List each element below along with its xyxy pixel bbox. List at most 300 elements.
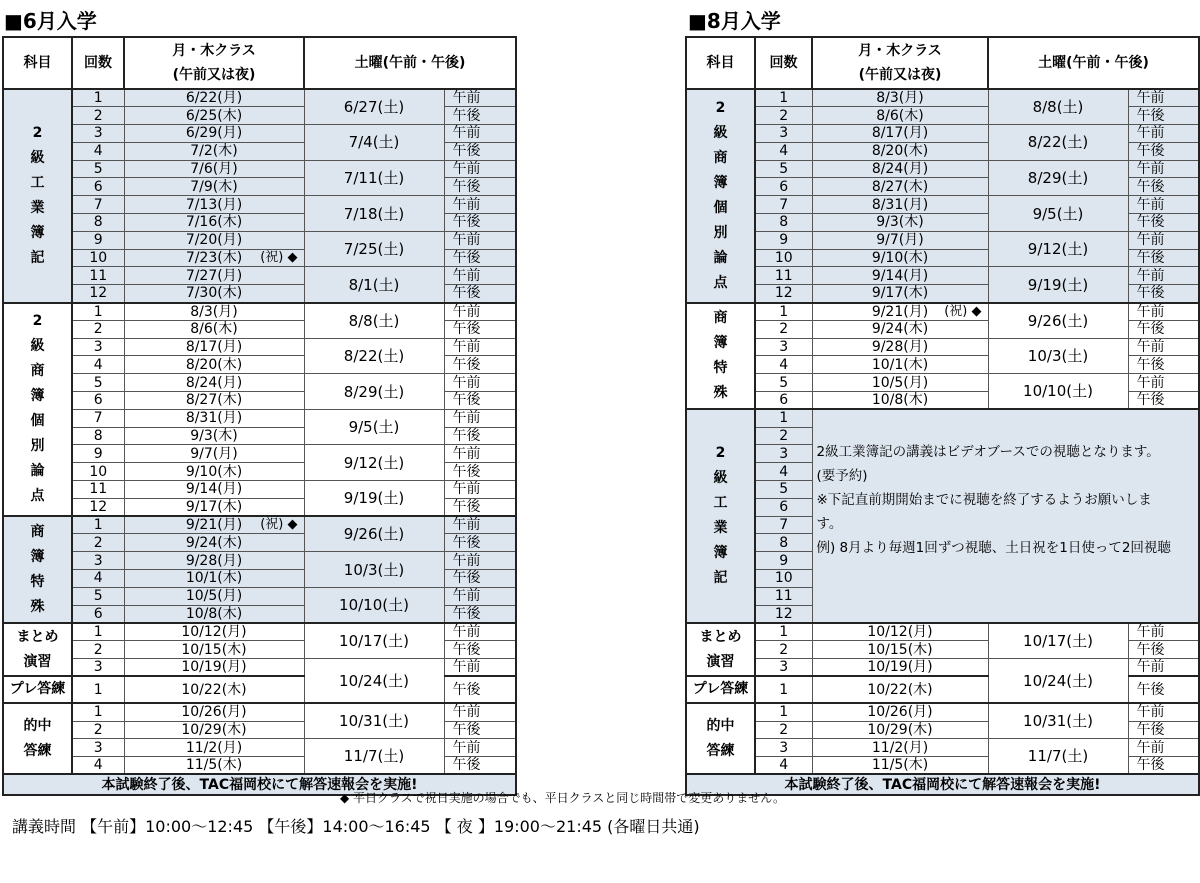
time-slot-cell: 午前 — [444, 160, 516, 178]
table-row — [3, 267, 516, 285]
table-row — [3, 374, 516, 392]
count-cell: 1 — [72, 89, 124, 107]
time-slot-cell: 午前 — [444, 623, 516, 641]
weekday-date: 10/5(月) — [185, 588, 243, 605]
footer-announcement: 本試験終了後、TAC福岡校にて解答速報会を実施! — [686, 774, 1199, 795]
count-cell: 1 — [755, 676, 812, 703]
time-slot-cell: 午後 — [444, 356, 516, 374]
weekday-date: 7/27(月) — [185, 267, 243, 284]
subject-cell: 2 級 商 簿 個 別 論 点 — [3, 303, 72, 517]
time-slot-cell: 午前 — [444, 552, 516, 570]
time-slot-cell: 午前 — [444, 516, 516, 534]
count-cell: 4 — [755, 356, 812, 374]
time-slot-cell: 午後 — [1128, 392, 1199, 410]
table-row — [686, 374, 1199, 392]
saturday-date-cell: 6/27(土) — [304, 89, 444, 125]
note-line: 例) 8月より毎週1回ずつ視聴、土日祝を1日使って2回視聴 — [816, 540, 1171, 557]
count-cell: 11 — [755, 587, 812, 605]
table-row — [686, 703, 1199, 721]
count-cell: 11 — [72, 481, 124, 499]
saturday-date-cell: 11/7(土) — [304, 739, 444, 775]
weekday-date-cell — [124, 570, 304, 588]
header-weekday — [812, 37, 988, 89]
saturday-date-cell: 10/17(土) — [988, 623, 1128, 659]
weekday-date-cell — [124, 374, 304, 392]
video-booth-note — [812, 409, 1199, 623]
count-cell: 2 — [72, 107, 124, 125]
june-section-title: ■6月入学 — [4, 9, 97, 33]
count-cell: 4 — [72, 570, 124, 588]
table-row — [3, 552, 516, 570]
count-cell: 2 — [755, 320, 812, 338]
time-slot-cell: 午後 — [444, 249, 516, 267]
weekday-date-cell — [124, 196, 304, 214]
saturday-date-cell: 10/24(土) — [988, 659, 1128, 704]
weekday-date-cell: 10/19(月) — [124, 659, 304, 677]
count-cell: 3 — [755, 445, 812, 463]
weekday-date-cell — [812, 338, 988, 356]
count-cell: 1 — [755, 703, 812, 721]
saturday-date-cell: 7/25(土) — [304, 231, 444, 267]
weekday-date: 9/21(月) — [871, 303, 929, 320]
weekday-date-cell: 10/22(木) — [812, 676, 988, 703]
count-cell: 9 — [755, 552, 812, 570]
count-cell: 7 — [755, 516, 812, 534]
header-weekday-class: 月・木クラス — [172, 43, 256, 59]
count-cell: 2 — [72, 721, 124, 739]
count-cell: 10 — [72, 249, 124, 267]
time-slot-cell: 午後 — [1128, 721, 1199, 739]
time-slot-cell: 午後 — [1128, 676, 1199, 703]
time-slot-cell: 午前 — [1128, 160, 1199, 178]
weekday-date: 8/17(月) — [871, 125, 929, 142]
subject-cell: 2 級 工 業 簿 記 — [686, 409, 755, 623]
saturday-date-cell: 10/10(土) — [988, 374, 1128, 410]
count-cell: 4 — [72, 142, 124, 160]
count-cell: 3 — [755, 659, 812, 677]
table-row — [3, 516, 516, 534]
saturday-date-cell: 8/29(土) — [304, 374, 444, 410]
count-cell: 2 — [755, 721, 812, 739]
time-slot-cell: 午前 — [444, 196, 516, 214]
time-slot-cell: 午前 — [444, 481, 516, 499]
table-row — [3, 160, 516, 178]
count-cell: 3 — [755, 338, 812, 356]
weekday-date-cell — [124, 231, 304, 249]
count-cell: 6 — [755, 178, 812, 196]
header-saturday: 土曜(午前・午後) — [304, 37, 516, 89]
count-cell: 9 — [72, 445, 124, 463]
weekday-date-cell — [124, 125, 304, 143]
weekday-date-cell — [812, 125, 988, 143]
weekday-date: 7/20(月) — [185, 232, 243, 249]
weekday-date-cell — [124, 356, 304, 374]
count-cell: 2 — [72, 320, 124, 338]
saturday-date-cell: 9/5(土) — [304, 409, 444, 445]
table-row — [3, 659, 516, 677]
count-cell: 4 — [755, 757, 812, 775]
time-slot-cell: 午後 — [1128, 757, 1199, 775]
count-cell: 1 — [755, 303, 812, 321]
june-schedule-table — [2, 36, 517, 796]
weekday-date-cell — [124, 498, 304, 516]
header-saturday: 土曜(午前・午後) — [988, 37, 1199, 89]
weekday-date: 7/9(木) — [190, 178, 238, 195]
table-row — [3, 231, 516, 249]
count-cell: 8 — [72, 214, 124, 232]
table-row — [686, 267, 1199, 285]
time-slot-cell: 午後 — [1128, 178, 1199, 196]
weekday-date-cell — [812, 392, 988, 410]
time-slot-cell: 午前 — [1128, 125, 1199, 143]
count-cell: 5 — [755, 481, 812, 499]
note-line: ※下記直前期開始までに視聴を終了するようお願いしま — [816, 492, 1152, 509]
weekday-date-cell — [812, 374, 988, 392]
count-cell: 2 — [72, 534, 124, 552]
table-row — [3, 445, 516, 463]
weekday-date: 10/5(月) — [871, 374, 929, 391]
weekday-date: 8/24(月) — [185, 374, 243, 391]
lecture-time: 講義時間 【午前】10:00〜12:45 【午後】14:00〜16:45 【 夜 】19:00〜21:45 (各曜日共通) — [12, 817, 700, 836]
weekday-date: 8/24(月) — [871, 161, 929, 178]
weekday-date-cell — [812, 142, 988, 160]
subject-cell: 的中 答練 — [3, 703, 72, 774]
weekday-date-cell: 10/22(木) — [124, 676, 304, 703]
weekday-date: 8/27(木) — [871, 178, 929, 195]
subject-cell: 商 簿 特 殊 — [686, 303, 755, 410]
weekday-date: 9/28(月) — [185, 552, 243, 569]
weekday-date-cell: 11/2(月) — [812, 739, 988, 757]
weekday-date-cell — [124, 481, 304, 499]
weekday-date-cell — [124, 552, 304, 570]
time-slot-cell: 午前 — [1128, 374, 1199, 392]
weekday-date-cell: 11/2(月) — [124, 739, 304, 757]
table-row — [3, 125, 516, 143]
time-slot-cell: 午後 — [1128, 249, 1199, 267]
subject-cell: プレ答練 — [3, 676, 72, 703]
weekday-date-cell — [812, 267, 988, 285]
weekday-date: 9/10(木) — [185, 463, 243, 480]
time-slot-cell: 午前 — [444, 739, 516, 757]
count-cell: 3 — [72, 338, 124, 356]
time-slot-cell: 午前 — [444, 231, 516, 249]
count-cell: 1 — [72, 676, 124, 703]
weekday-date-cell — [812, 107, 988, 125]
weekday-date: 8/3(月) — [190, 303, 238, 320]
saturday-date-cell: 8/8(土) — [988, 89, 1128, 125]
weekday-date-cell: 10/15(木) — [124, 641, 304, 659]
time-slot-cell: 午前 — [444, 659, 516, 677]
time-slot-cell: 午前 — [1128, 196, 1199, 214]
table-row — [3, 196, 516, 214]
weekday-date: 10/1(木) — [185, 570, 243, 587]
header-weekday-class: 月・木クラス — [858, 43, 942, 59]
time-slot-cell: 午前 — [444, 267, 516, 285]
weekday-date-cell — [124, 320, 304, 338]
weekday-date-cell — [812, 303, 988, 321]
note-line: す。 — [816, 516, 843, 533]
weekday-date: 9/17(木) — [185, 498, 243, 515]
weekday-date-cell: 11/5(木) — [124, 757, 304, 775]
weekday-date-cell — [812, 285, 988, 303]
time-slot-cell: 午前 — [1128, 89, 1199, 107]
weekday-date-cell: 10/12(月) — [124, 623, 304, 641]
august-section-title: ■8月入学 — [688, 9, 781, 33]
weekday-date-cell — [124, 178, 304, 196]
table-row — [686, 160, 1199, 178]
count-cell: 7 — [755, 196, 812, 214]
time-slot-cell: 午前 — [444, 587, 516, 605]
weekday-date: 10/8(木) — [871, 392, 929, 409]
count-cell: 5 — [72, 374, 124, 392]
time-slot-cell: 午前 — [1128, 623, 1199, 641]
time-slot-cell: 午後 — [1128, 214, 1199, 232]
time-slot-cell: 午後 — [1128, 142, 1199, 160]
table-row — [686, 125, 1199, 143]
weekday-date-cell — [812, 160, 988, 178]
table-row — [686, 303, 1199, 321]
time-slot-cell: 午後 — [1128, 320, 1199, 338]
weekday-date: 9/14(月) — [185, 481, 243, 498]
time-slot-cell: 午後 — [444, 142, 516, 160]
weekday-date-cell — [812, 196, 988, 214]
count-cell: 8 — [755, 534, 812, 552]
count-cell: 3 — [72, 125, 124, 143]
weekday-date-cell — [124, 267, 304, 285]
count-cell: 6 — [72, 392, 124, 410]
count-cell: 7 — [72, 196, 124, 214]
saturday-date-cell: 8/8(土) — [304, 303, 444, 339]
table-row — [686, 338, 1199, 356]
count-cell: 5 — [72, 587, 124, 605]
table-row — [3, 303, 516, 321]
count-cell: 12 — [72, 498, 124, 516]
saturday-date-cell: 9/19(土) — [988, 267, 1128, 303]
count-cell: 2 — [755, 427, 812, 445]
weekday-date-cell: 10/15(木) — [812, 641, 988, 659]
table-row — [686, 409, 1199, 427]
saturday-date-cell: 10/3(土) — [988, 338, 1128, 374]
header-subject: 科目 — [686, 37, 755, 89]
weekday-date: 8/20(木) — [185, 356, 243, 373]
count-cell: 7 — [72, 409, 124, 427]
time-slot-cell: 午前 — [1128, 703, 1199, 721]
count-cell: 9 — [755, 231, 812, 249]
weekday-date-cell — [124, 409, 304, 427]
count-cell: 1 — [755, 89, 812, 107]
subject-cell: まとめ 演習 — [686, 623, 755, 676]
time-slot-cell: 午前 — [444, 703, 516, 721]
table-row — [3, 481, 516, 499]
weekday-date-cell — [124, 303, 304, 321]
time-slot-cell: 午前 — [1128, 267, 1199, 285]
weekday-date-cell — [124, 534, 304, 552]
time-slot-cell: 午前 — [444, 409, 516, 427]
weekday-date: 7/16(木) — [185, 214, 243, 231]
weekday-date: 10/1(木) — [871, 356, 929, 373]
count-cell: 4 — [72, 356, 124, 374]
count-cell: 12 — [755, 285, 812, 303]
weekday-date: 9/7(月) — [190, 445, 238, 462]
count-cell: 5 — [755, 160, 812, 178]
time-slot-cell: 午前 — [444, 303, 516, 321]
weekday-date: 8/20(木) — [871, 143, 929, 160]
time-slot-cell: 午後 — [444, 392, 516, 410]
count-cell: 5 — [72, 160, 124, 178]
table-row — [3, 623, 516, 641]
weekday-date-cell — [812, 89, 988, 107]
time-slot-cell: 午後 — [1128, 285, 1199, 303]
table-row — [3, 409, 516, 427]
header-count: 回数 — [755, 37, 812, 89]
saturday-date-cell: 9/12(土) — [988, 231, 1128, 267]
time-slot-cell: 午後 — [444, 641, 516, 659]
note-line: (要予約) — [816, 468, 868, 485]
time-slot-cell: 午前 — [444, 374, 516, 392]
weekday-date: 7/13(月) — [185, 196, 243, 213]
time-slot-cell: 午後 — [444, 676, 516, 703]
holiday-mark: (祝) ◆ — [944, 303, 982, 319]
time-slot-cell: 午後 — [1128, 641, 1199, 659]
time-slot-cell: 午前 — [1128, 231, 1199, 249]
weekday-date: 6/25(木) — [185, 107, 243, 124]
subject-cell: 2 級 工 業 簿 記 — [3, 89, 72, 303]
count-cell: 1 — [755, 409, 812, 427]
count-cell: 4 — [72, 757, 124, 775]
count-cell: 2 — [755, 641, 812, 659]
table-row — [3, 739, 516, 757]
count-cell: 2 — [755, 107, 812, 125]
weekday-date-cell — [812, 249, 988, 267]
weekday-date: 9/24(木) — [871, 321, 929, 338]
saturday-date-cell: 10/17(土) — [304, 623, 444, 659]
weekday-date: 9/10(木) — [871, 250, 929, 267]
header-weekday — [124, 37, 304, 89]
weekday-date-cell: 10/19(月) — [812, 659, 988, 677]
footer-announcement: 本試験終了後、TAC福岡校にて解答速報会を実施! — [3, 774, 516, 795]
time-slot-cell: 午後 — [444, 498, 516, 516]
weekday-date-cell — [124, 142, 304, 160]
weekday-date-cell: 10/29(木) — [124, 721, 304, 739]
holiday-mark: (祝) ◆ — [260, 249, 298, 265]
time-slot-cell: 午後 — [444, 463, 516, 481]
weekday-date: 7/6(月) — [190, 161, 238, 178]
weekday-date: 6/22(月) — [185, 90, 243, 107]
weekday-date-cell — [124, 214, 304, 232]
table-row — [686, 659, 1199, 677]
weekday-date-cell — [812, 178, 988, 196]
time-slot-cell: 午前 — [1128, 739, 1199, 757]
time-slot-cell: 午後 — [1128, 107, 1199, 125]
saturday-date-cell: 9/26(土) — [304, 516, 444, 552]
count-cell: 12 — [72, 285, 124, 303]
weekday-date-cell — [124, 160, 304, 178]
time-slot-cell: 午後 — [444, 214, 516, 232]
holiday-mark: (祝) ◆ — [260, 517, 298, 533]
weekday-date-cell: 11/5(木) — [812, 757, 988, 775]
saturday-date-cell: 10/24(土) — [304, 659, 444, 704]
saturday-date-cell: 10/3(土) — [304, 552, 444, 588]
saturday-date-cell: 8/22(土) — [988, 125, 1128, 161]
weekday-date-cell — [124, 445, 304, 463]
weekday-date: 9/7(月) — [876, 232, 924, 249]
header-subject: 科目 — [3, 37, 72, 89]
weekday-date: 8/6(木) — [876, 107, 924, 124]
weekday-date-cell — [124, 463, 304, 481]
count-cell: 8 — [755, 214, 812, 232]
weekday-date-cell — [812, 356, 988, 374]
count-cell: 3 — [755, 125, 812, 143]
weekday-date-cell — [124, 516, 304, 534]
time-slot-cell: 午前 — [1128, 338, 1199, 356]
table-row — [3, 338, 516, 356]
saturday-date-cell: 10/31(土) — [988, 703, 1128, 739]
weekday-date: 9/21(月) — [185, 517, 243, 534]
weekday-date: 9/28(月) — [871, 339, 929, 356]
count-cell: 4 — [755, 142, 812, 160]
weekday-date-cell — [124, 89, 304, 107]
weekday-date-cell: 10/12(月) — [812, 623, 988, 641]
time-slot-cell: 午後 — [444, 534, 516, 552]
saturday-date-cell: 10/31(土) — [304, 703, 444, 739]
august-schedule-table — [685, 36, 1200, 796]
count-cell: 1 — [72, 516, 124, 534]
table-row — [686, 623, 1199, 641]
header-weekday-time: (午前又は夜) — [858, 67, 942, 83]
time-slot-cell: 午前 — [1128, 659, 1199, 677]
subject-cell: プレ答練 — [686, 676, 755, 703]
time-slot-cell: 午後 — [444, 320, 516, 338]
time-slot-cell: 午前 — [444, 445, 516, 463]
saturday-date-cell: 9/19(土) — [304, 481, 444, 517]
weekday-date: 8/6(木) — [190, 321, 238, 338]
count-cell: 11 — [72, 267, 124, 285]
time-slot-cell: 午後 — [444, 605, 516, 623]
weekday-date-cell — [124, 107, 304, 125]
weekday-date-cell — [124, 605, 304, 623]
table-row — [3, 703, 516, 721]
weekday-date: 7/2(木) — [190, 143, 238, 160]
weekday-date-cell: 10/29(木) — [812, 721, 988, 739]
subject-cell: 商 簿 特 殊 — [3, 516, 72, 623]
count-cell: 10 — [755, 570, 812, 588]
count-cell: 1 — [72, 623, 124, 641]
count-cell: 5 — [755, 374, 812, 392]
time-slot-cell: 午後 — [444, 107, 516, 125]
weekday-date: 9/24(木) — [185, 534, 243, 551]
saturday-date-cell: 7/4(土) — [304, 125, 444, 161]
weekday-date: 8/3(月) — [876, 90, 924, 107]
count-cell: 3 — [755, 739, 812, 757]
table-row — [686, 196, 1199, 214]
saturday-date-cell: 9/26(土) — [988, 303, 1128, 339]
weekday-date-cell — [124, 587, 304, 605]
saturday-date-cell: 8/29(土) — [988, 160, 1128, 196]
count-cell: 2 — [72, 641, 124, 659]
subject-cell: まとめ 演習 — [3, 623, 72, 676]
weekday-date: 9/3(木) — [876, 214, 924, 231]
count-cell: 9 — [72, 231, 124, 249]
count-cell: 1 — [72, 703, 124, 721]
time-slot-cell: 午後 — [444, 570, 516, 588]
time-slot-cell: 午後 — [444, 757, 516, 775]
count-cell: 6 — [755, 498, 812, 516]
weekday-date: 9/14(月) — [871, 267, 929, 284]
table-row — [3, 587, 516, 605]
weekday-date: 8/17(月) — [185, 339, 243, 356]
weekday-date-cell — [124, 392, 304, 410]
weekday-date: 8/31(月) — [185, 410, 243, 427]
